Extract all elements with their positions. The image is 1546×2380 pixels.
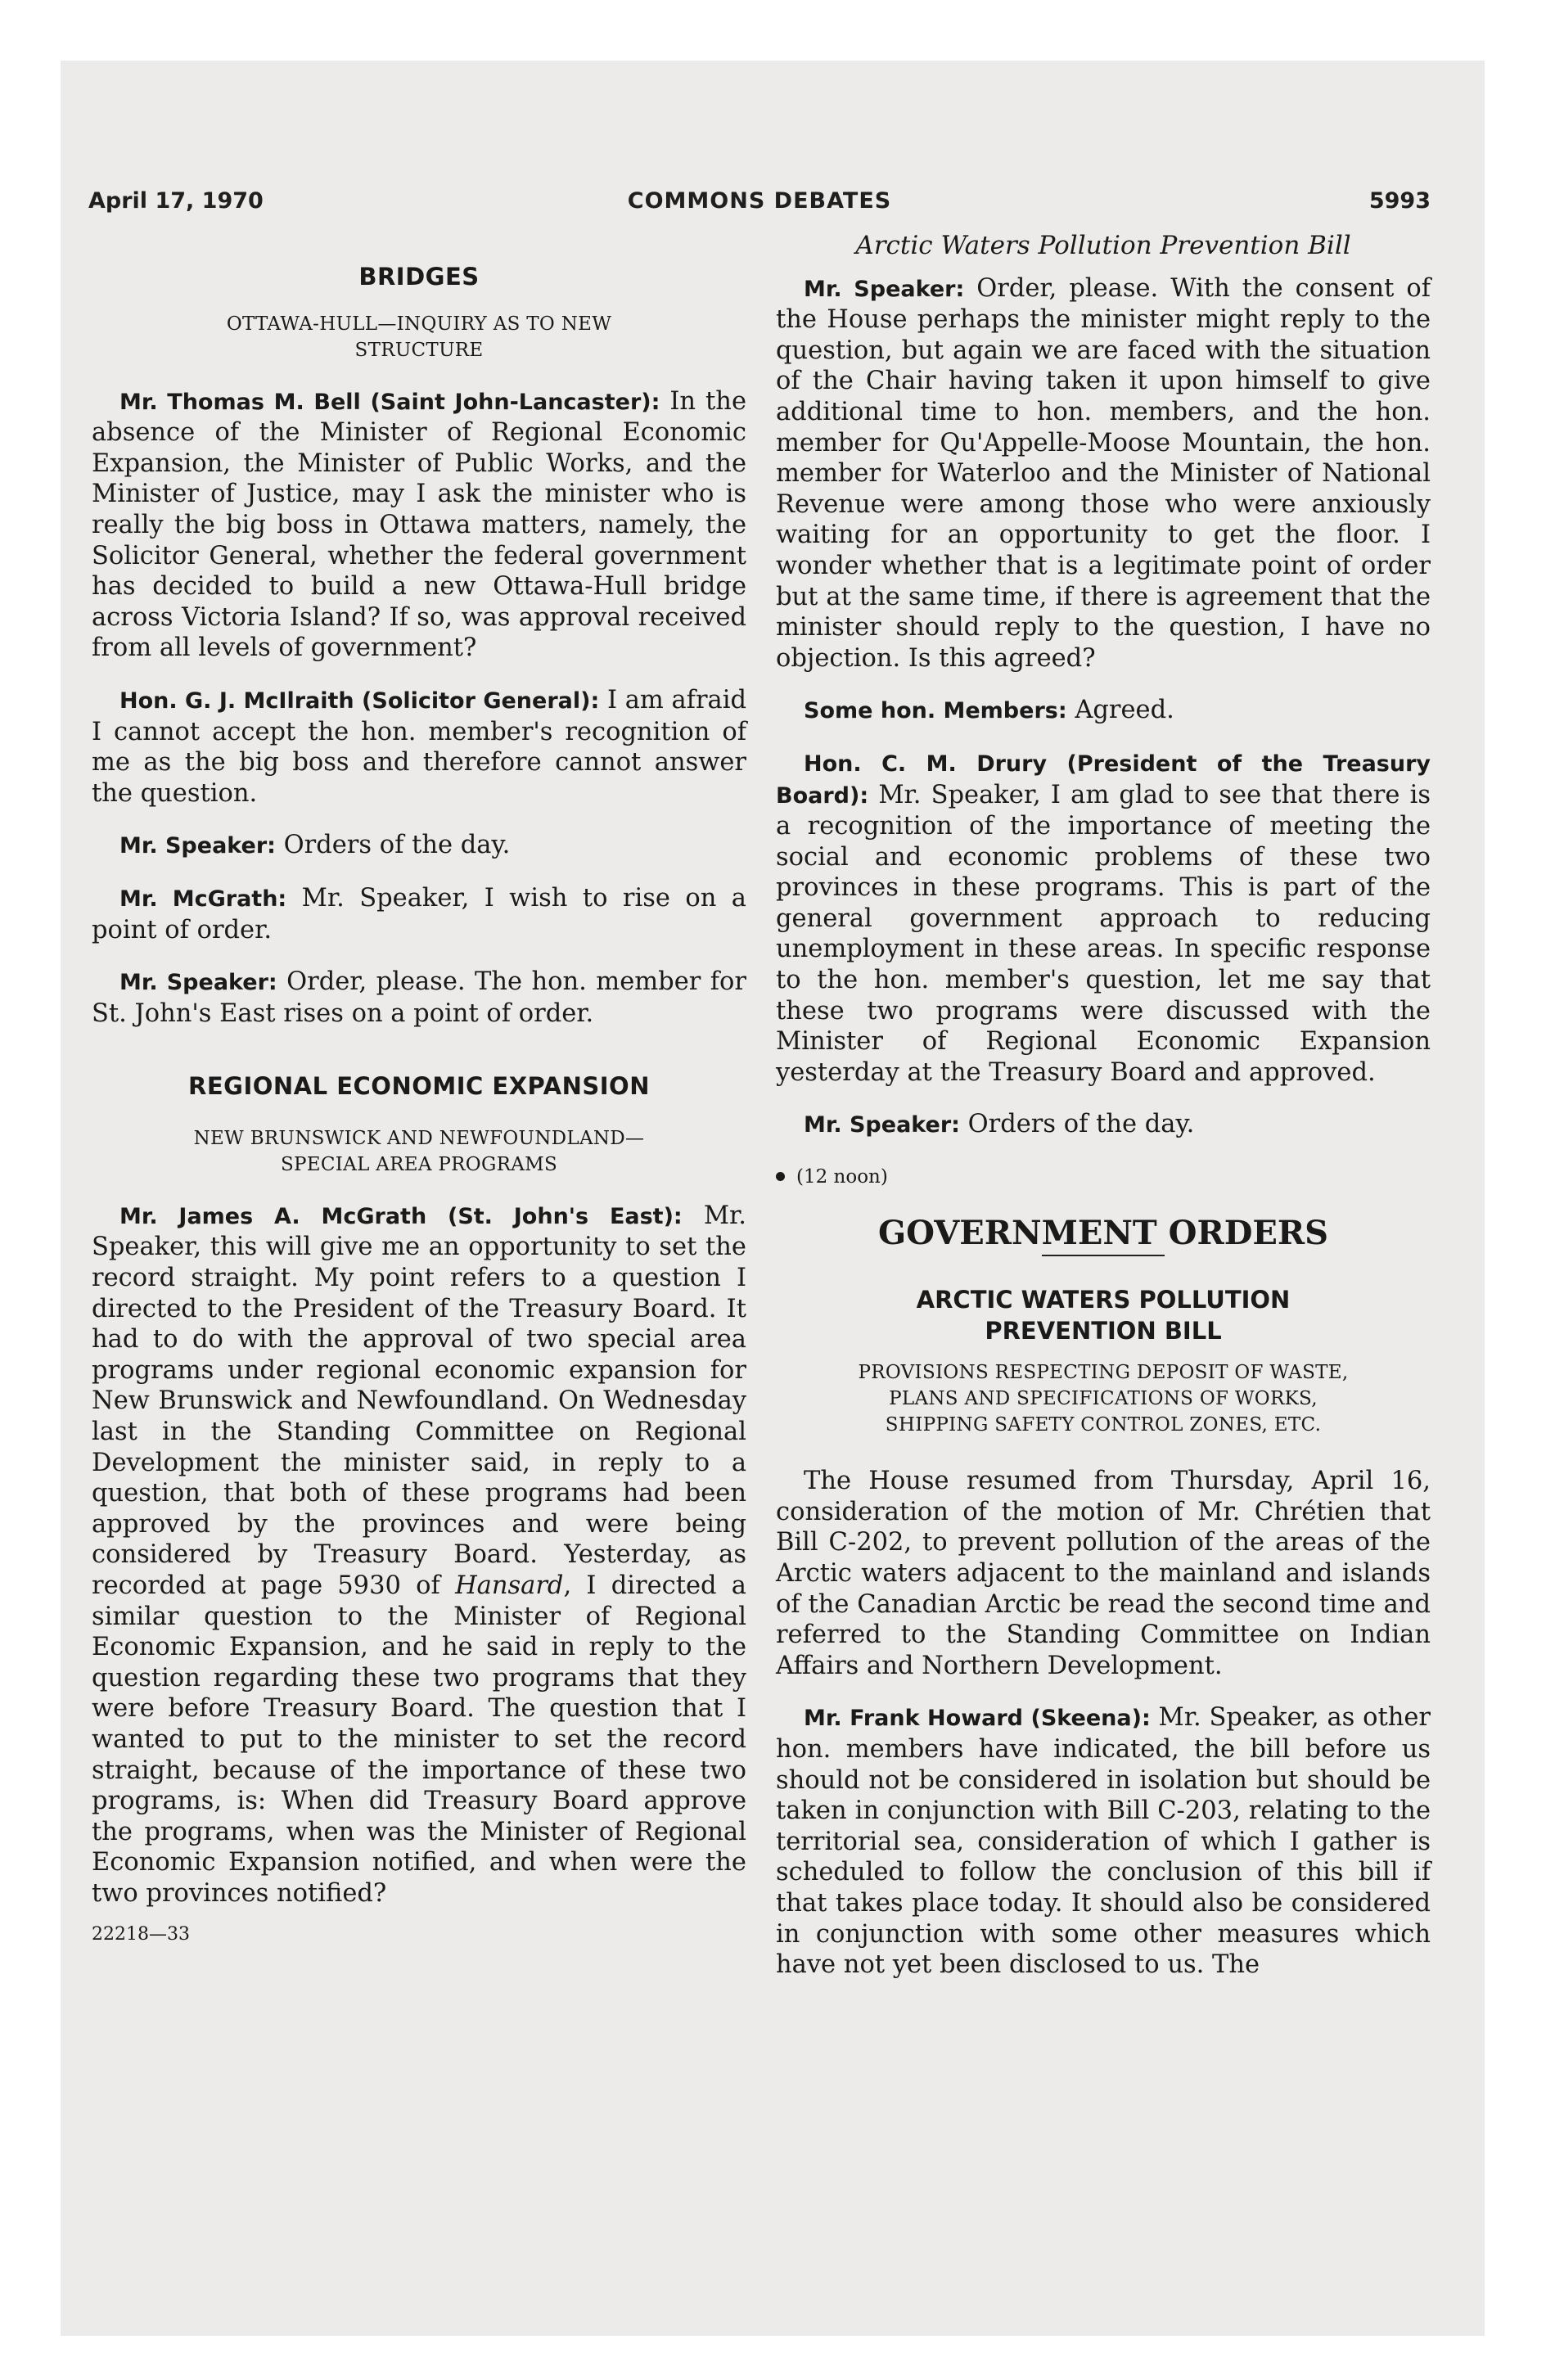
speech-paragraph: The House resumed from Thursday, April 16, consideration of the motion of Mr. Chrétien that Bill C-202, to prevent pollution of the areas of the Arctic waters adjacent to the mainland and islands of the Canadian Arctic be read the second time and referred to the Standing Committee on Indian Affairs and Northern Development. <box>776 1467 1431 1680</box>
speaker-name: Hon. C. M. Drury (President of the Treasury Board): <box>776 751 1431 809</box>
subheading-line: STRUCTURE <box>354 339 484 361</box>
provisions-subheading <box>776 1359 1431 1438</box>
speech-paragraph <box>776 273 1431 674</box>
government-orders-heading: GOVERNMENT ORDERS <box>877 1213 1329 1252</box>
bill-heading-line: PREVENTION BILL <box>985 1317 1222 1346</box>
left-column <box>92 262 746 1950</box>
speech-text: Agreed. <box>1066 696 1174 725</box>
divider-rule <box>1042 1255 1165 1256</box>
hansard-italic: Hansard <box>455 1571 564 1600</box>
speaker-name: Mr. Speaker: <box>804 1112 960 1138</box>
running-head: Arctic Waters Pollution Prevention Bill <box>855 231 1351 260</box>
speaker-name: Mr. Frank Howard (Skeena): <box>804 1706 1151 1732</box>
speaker-name: Mr. Speaker: <box>119 970 277 996</box>
speech-paragraph <box>776 1109 1431 1141</box>
speech-paragraph <box>92 1201 746 1909</box>
subheading-line: OTTAWA-HULL—INQUIRY AS TO NEW <box>226 313 612 335</box>
subheading-line: SHIPPING SAFETY CONTROL ZONES, ETC. <box>885 1414 1322 1436</box>
speaker-name: Mr. Thomas M. Bell (Saint John-Lancaster): <box>119 389 660 415</box>
subheading-ottawa-hull <box>92 311 746 363</box>
speech-text: Order, please. With the consent of the House perhaps the minister might reply to the question, but again we are faced with the situation of the Chair having taken it upon himself to give additional time to hon. members, and the hon. member for Qu'Appelle-Moose Mountain, the hon. member for Waterloo and the Minister of National Revenue were among those who were anxiously waiting for an opportunity to get the floor. I wonder whether that is a legitimate point of order but at the same time, if there is agreement that the minister should reply to the question, I have no objection. Is this agreed? <box>776 273 1431 673</box>
bill-heading-line: ARCTIC WATERS POLLUTION <box>916 1286 1291 1314</box>
subheading-line: NEW BRUNSWICK AND NEWFOUNDLAND— <box>193 1127 645 1149</box>
speaker-name: Hon. G. J. McIlraith (Solicitor General): <box>119 687 600 714</box>
subheading-line: PLANS AND SPECIFICATIONS OF WORKS, <box>889 1388 1318 1410</box>
header-title: COMMONS DEBATES <box>627 188 892 214</box>
speech-text: Mr. Speaker, as other hon. members have indicated, the bill before us should not be considered in isolation but should be taken in conjunction with Bill C-203, relating to the territorial sea, consideration of which I gather is scheduled to follow the conclusion of this bill if that takes place today. It should also be considered in conjunction with some other measures which have not yet been disclosed to us. The <box>776 1703 1431 1980</box>
bullet-icon <box>776 1172 785 1181</box>
section-heading-regional: REGIONAL ECONOMIC EXPANSION <box>188 1072 650 1101</box>
speech-paragraph <box>92 967 746 1029</box>
speech-paragraph <box>92 685 746 809</box>
speaker-name: Some hon. Members: <box>804 698 1067 724</box>
bill-heading <box>776 1284 1431 1346</box>
header-date: April 17, 1970 <box>88 188 264 214</box>
speech-paragraph <box>92 386 746 664</box>
subheading-line: PROVISIONS RESPECTING DEPOSIT OF WASTE, <box>858 1362 1349 1384</box>
speech-text: Mr. Speaker, I am glad to see that there is a recognition of the importance of meeting the social and economic problems of these two provinces in these programs. This is part of the general government approach to reducing unemployment in these areas. In specific response to the hon. member's question, let me say that these two programs were discussed with the Minister of Regional Economic Expansion yesterday at the Treasury Board and approved. <box>776 780 1431 1087</box>
speech-text: , I directed a similar question to the Minister of Regional Economic Expansion, and he said in reply to the question regarding these two programs that they were before Treasury Board. The question that I wanted to put to the minister to set the record straight, because of the importance of these two programs, is: When did Treasury Board approve the programs, when was the Minister of Regional Economic Expansion notified, and when were the two provinces notified? <box>92 1571 746 1908</box>
right-column <box>776 231 1431 2002</box>
speech-text: I am afraid I cannot accept the hon. member's recognition of me as the big boss and therefore cannot answer the question. <box>92 685 747 808</box>
speech-text: Mr. Speaker, this will give me an opportunity to set the record straight. My point refers to a question I directed to the President of the Treasury Board. It had to do with the approval of two special area programs under regional economic expansion for New Brunswick and Newfoundland. On Wednesday last in the Standing Committee on Regional Development the minister said, in reply to a question, that both of these programs had been approved by the provinces and were being considered by Treasury Board. Yesterday, as recorded at page 5930 of <box>92 1201 746 1600</box>
speaker-name: Mr. Speaker: <box>804 276 965 302</box>
section-heading-bridges: BRIDGES <box>358 263 480 291</box>
speech-paragraph <box>92 883 746 945</box>
speech-text: Orders of the day. <box>959 1110 1195 1139</box>
speaker-name: Mr. McGrath: <box>119 886 287 912</box>
speaker-name: Mr. James A. McGrath (St. John's East): <box>119 1203 683 1229</box>
speech-paragraph <box>776 748 1431 1089</box>
subheading-line: SPECIAL AREA PROGRAMS <box>280 1153 558 1175</box>
speech-paragraph <box>92 830 746 862</box>
speech-text: Mr. Speaker, I wish to rise on a point of order. <box>92 883 746 944</box>
speech-text: In the absence of the Minister of Regional Economic Expansion, the Minister of Public Works, and the Minister of Justice, may I ask the minister who is really the big boss in Ottawa matters, namely, the Solicitor General, whether the federal government has decided to build a new Ottawa-Hull bridge across Victoria Island? If so, was approval received from all levels of government? <box>92 386 747 663</box>
speech-text: Orders of the day. <box>275 831 511 860</box>
page-header <box>88 188 1431 221</box>
speech-text: Order, please. The hon. member for St. John's East rises on a point of order. <box>92 967 746 1028</box>
speech-paragraph <box>776 695 1431 727</box>
time-marker <box>776 1162 1431 1193</box>
subheading-special-area <box>92 1125 746 1178</box>
speech-paragraph <box>776 1702 1431 1980</box>
speaker-name: Mr. Speaker: <box>119 833 276 859</box>
footnote-code: 22218—33 <box>92 1923 190 1945</box>
header-page-number: 5993 <box>1368 188 1431 214</box>
time-note: (12 noon) <box>796 1166 888 1188</box>
